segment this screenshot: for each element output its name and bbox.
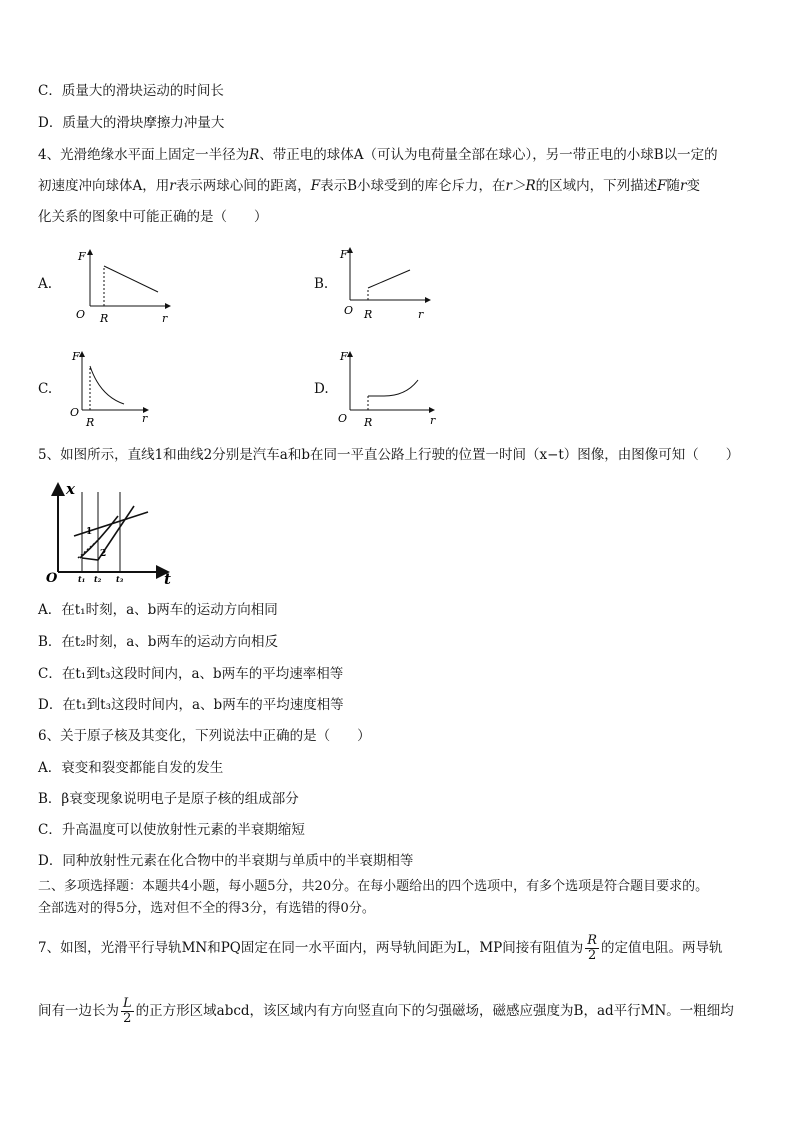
axis-label-R: R: [86, 416, 95, 428]
tick-label-t3: t₃: [116, 574, 124, 584]
q6-option-d: D．同种放射性元素在化合物中的半衰期与单质中的半衰期相等: [38, 853, 414, 869]
axis-label-F: F: [78, 250, 86, 263]
origin-label: O: [338, 412, 348, 425]
q7-line2: 间有一边长为 $\frac{L}{2}$ 的正方形区域abcd，该区域内有方向竖直向下的匀强磁场，磁感应强度为B，ad平行MN。一粗细均: [38, 996, 734, 1026]
curve-label-2: 2: [100, 549, 107, 559]
q4-graph-a: [66, 244, 176, 326]
q4-option-d-label: D.: [314, 381, 329, 397]
q6-stem: 6、关于原子核及其变化，下列说法中正确的是（ ）: [38, 728, 371, 744]
q4-stem-line3: 化关系的图象中可能正确的是（ ）: [38, 209, 268, 225]
line-label-1: 1: [86, 527, 93, 537]
axis-label-R: R: [364, 308, 373, 321]
axis-label-R: R: [100, 312, 109, 325]
axis-label-r: r: [418, 308, 424, 321]
axis-label-r: r: [162, 312, 168, 325]
fraction-l-over-2: $\frac{L}{2}$: [123, 996, 132, 1026]
origin-label: O: [46, 571, 58, 586]
q4-option-a-label: A.: [38, 276, 53, 292]
q5-option-d: D．在t₁到t₃这段时间内，a、b两车的平均速度相等: [38, 697, 344, 713]
fraction-r-over-2: $\frac{R}{2}$: [587, 933, 598, 963]
q4-option-b-label: B.: [314, 276, 329, 292]
origin-label: O: [344, 304, 354, 317]
q5-option-b: B．在t₂时刻，a、b两车的运动方向相反: [38, 634, 278, 650]
q7-line1: 7、如图，光滑平行导轨MN和PQ固定在同一水平面内，两导轨间距为L，MP间接有阻值为 $\frac{R}{2}$ 的定值电阻。两导轨: [38, 933, 723, 963]
axis-label-R: R: [364, 416, 373, 428]
q6-option-b: B．β衰变现象说明电子是原子核的组成部分: [38, 791, 299, 807]
origin-label: O: [76, 308, 86, 321]
q5-option-c: C．在t₁到t₃这段时间内，a、b两车的平均速率相等: [38, 666, 344, 682]
section2-line2: 全部选对的得5分，选对但不全的得3分，有选错的得0分。: [38, 901, 375, 916]
q6-option-c: C．升高温度可以使放射性元素的半衰期缩短: [38, 822, 305, 838]
q4-stem-line2: 初速度冲向球体A，用r表示两球心间的距离，F表示B小球受到的库仑斥力，在r＞R的区域内，下列描述F随r变: [38, 178, 700, 194]
q4-graph-c: [66, 346, 166, 428]
q5-stem: 5、如图所示，直线1和曲线2分别是汽车a和b在同一平直公路上行驶的位置一时间（x−t）图像，由图像可知（ ）: [38, 447, 740, 463]
q4-graph-b: [334, 244, 444, 326]
q4-stem-line1: 4、光滑绝缘水平面上固定一半径为R、带正电的球体A（可认为电荷量全部在球心），另一带正电的小球B以一定的: [38, 147, 718, 163]
axis-label-F: F: [72, 350, 80, 363]
q4-option-c-label: C.: [38, 381, 53, 397]
q5-option-a: A．在t₁时刻，a、b两车的运动方向相同: [38, 602, 278, 618]
tick-label-t1: t₁: [78, 574, 86, 584]
q3-option-c: C．质量大的滑块运动的时间长: [38, 83, 224, 99]
axis-label-t: t: [164, 570, 171, 588]
axis-label-F: F: [340, 350, 348, 363]
origin-label: O: [70, 406, 80, 419]
axis-label-x: x: [66, 480, 75, 498]
axis-label-F: F: [340, 248, 348, 261]
q4-graph-d: [334, 346, 444, 428]
axis-label-r: r: [142, 412, 148, 425]
q5-xt-graph: [40, 478, 180, 588]
axis-label-r: r: [430, 414, 436, 427]
q6-option-a: A．衰变和裂变都能自发的发生: [38, 760, 224, 776]
section2-line1: 二、多项选择题：本题共4小题，每小题5分，共20分。在每小题给出的四个选项中，有多个选项是符合题目要求的。: [38, 879, 709, 894]
q3-option-d: D．质量大的滑块摩擦力冲量大: [38, 115, 225, 131]
tick-label-t2: t₂: [94, 574, 102, 584]
